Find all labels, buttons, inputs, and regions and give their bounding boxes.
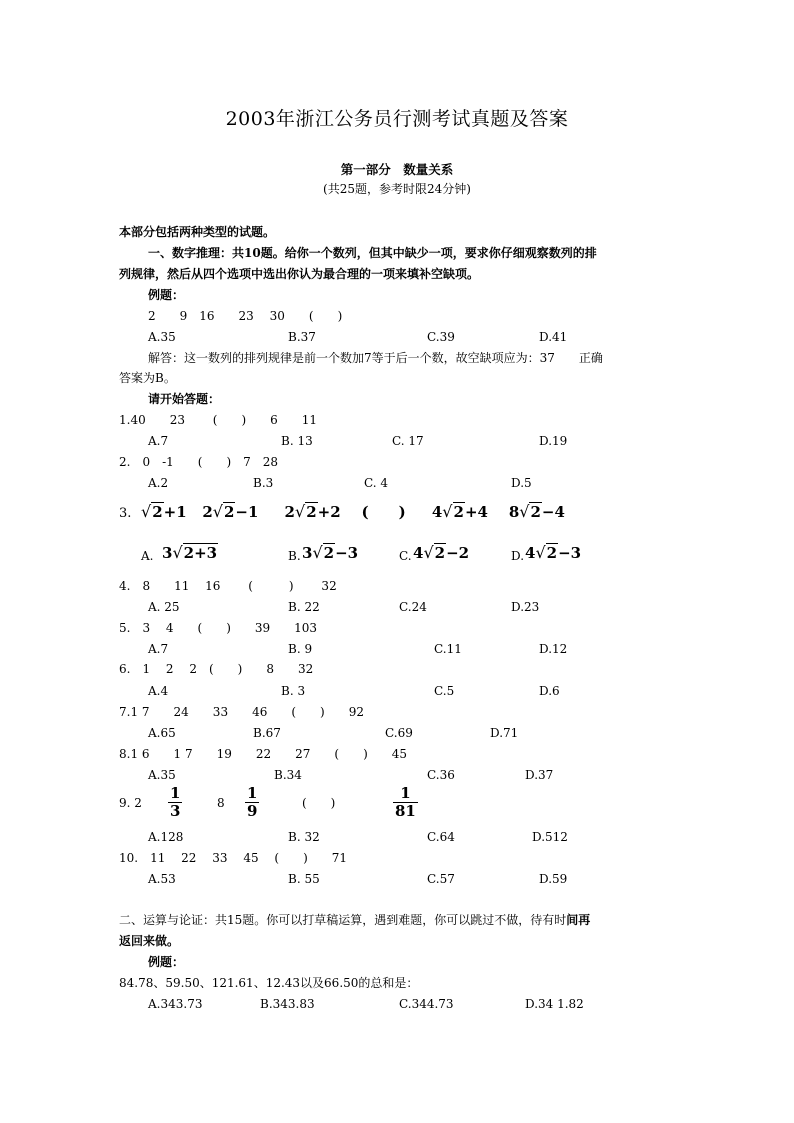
question-2-stem: 2. 0 -1 ( ) 7 28: [119, 455, 279, 469]
sqrt-term-4: √2: [442, 502, 464, 521]
question-2-option-b: B.3: [253, 476, 274, 490]
question-9-option-d: D.512: [532, 830, 568, 844]
part-subtitle: (共25题，参考时限24分钟): [323, 182, 471, 196]
question-3-sequence: √2+1 2√2−1 2√2+2 ( ) 4√2+4 8√2−4: [141, 502, 565, 521]
question-7-option-a: A.65: [148, 726, 176, 740]
example-option-c: C.39: [427, 330, 455, 344]
question-2-option-c: C. 4: [364, 476, 389, 490]
question-6-stem: 6. 1 2 2 ( ) 8 32: [119, 662, 314, 676]
question-7-stem: 7.1 7 24 33 46 ( ) 92: [119, 705, 364, 719]
question-9-option-a: A.128: [148, 830, 184, 844]
question-8-option-a: A.35: [148, 768, 176, 782]
question-9-blank: ( ): [302, 796, 336, 810]
question-3-option-b-label: B.: [288, 549, 301, 563]
question-2-option-d: D.5: [511, 476, 532, 490]
question-4-option-c: C.24: [399, 600, 427, 614]
sqrt-term-1: √2: [141, 502, 163, 521]
example-option-a: A.35: [148, 330, 176, 344]
question-4-option-a: A. 25: [148, 600, 180, 614]
question-7-option-b: B.67: [253, 726, 281, 740]
question-8-option-b: B.34: [274, 768, 302, 782]
question-5-stem: 5. 3 4 ( ) 39 103: [119, 621, 318, 635]
fraction-one-third: 1 3: [170, 784, 181, 820]
example2-option-a: A.343.73: [148, 997, 203, 1011]
answer-line2: 答案为B。: [119, 371, 176, 385]
question-2-option-a: A.2: [148, 476, 169, 490]
question-5-option-b: B. 9: [288, 642, 313, 656]
question-9-option-c: C.64: [427, 830, 455, 844]
question-10-option-c: C.57: [427, 872, 455, 886]
question-3-option-c: 4√2−2: [413, 543, 470, 562]
part-title: 第一部分 数量关系: [340, 162, 454, 177]
example-sequence: 2 9 16 23 30 ( ): [148, 309, 343, 323]
section1-heading-line2: 列规律，然后从四个选项中选出你认为最合理的一项来填补空缺项。: [119, 267, 480, 281]
example2-stem: 84.78、59.50、121.61、12.43以及66.50的总和是：: [119, 976, 419, 990]
question-3-option-a: 3√2+3: [162, 543, 218, 562]
example2-option-c: C.344.73: [399, 997, 454, 1011]
page-title: 2003年浙江公务员行测考试真题及答案: [225, 108, 569, 130]
question-5-option-c: C.11: [434, 642, 462, 656]
question-10-option-d: D.59: [539, 872, 568, 886]
question-3-option-c-label: C.: [399, 549, 412, 563]
question-9-term-8: 8: [217, 796, 225, 810]
question-1-option-c: C. 17: [392, 434, 424, 448]
question-5-option-d: D.12: [539, 642, 568, 656]
question-9-label: 9. 2: [119, 796, 142, 810]
fraction-one-eighty-first: 1 81: [395, 784, 416, 820]
section1-heading-line1: 一、数字推理：共10题。给你一个数列，但其中缺少一项，要求你仔细观察数列的排: [148, 246, 597, 260]
question-3-option-d-label: D.: [511, 549, 525, 563]
question-3-option-a-label: A.: [141, 549, 154, 563]
question-6-option-b: B. 3: [281, 684, 306, 698]
question-10-option-a: A.53: [148, 872, 176, 886]
section2-heading-line1: 二、运算与论证：共15题。你可以打草稿运算，遇到难题，你可以跳过不做，待有时间再: [119, 913, 591, 927]
sqrt-term-3: √2: [294, 502, 317, 521]
question-10-option-b: B. 55: [288, 872, 320, 886]
question-8-option-d: D.37: [525, 768, 554, 782]
example-option-d: D.41: [539, 330, 568, 344]
question-1-stem: 1.40 23 ( ) 6 11: [119, 413, 318, 427]
example-option-b: B.37: [288, 330, 316, 344]
example2-label: 例题：: [148, 955, 185, 969]
fraction-one-ninth: 1 9: [247, 784, 258, 820]
section2-heading-line2: 返回来做。: [119, 934, 180, 948]
question-7-option-d: D.71: [490, 726, 519, 740]
question-8-stem: 8.1 6 1 7 19 22 27 ( ) 45: [119, 747, 408, 761]
question-4-option-b: B. 22: [288, 600, 320, 614]
question-6-option-d: D.6: [539, 684, 560, 698]
question-8-option-c: C.36: [427, 768, 455, 782]
question-1-option-b: B. 13: [281, 434, 313, 448]
question-4-stem: 4. 8 11 16 ( ) 32: [119, 579, 337, 593]
question-1-option-a: A.7: [148, 434, 169, 448]
question-3-label: 3.: [119, 506, 132, 521]
question-3-option-b: 3√2−3: [302, 543, 359, 562]
intro-text: 本部分包括两种类型的试题。: [119, 225, 276, 239]
answer-line1: 解答：这一数列的排列规律是前一个数加7等于后一个数，故空缺项应为：37 正确: [148, 351, 603, 365]
question-7-option-c: C.69: [385, 726, 413, 740]
question-1-option-d: D.19: [539, 434, 568, 448]
example2-option-b: B.343.83: [260, 997, 315, 1011]
question-10-stem: 10. 11 22 33 45 ( ) 71: [119, 851, 348, 865]
question-9-option-b: B. 32: [288, 830, 320, 844]
sqrt-term-5: √2: [519, 502, 541, 521]
question-6-option-c: C.5: [434, 684, 455, 698]
question-6-option-a: A.4: [148, 684, 169, 698]
example2-option-d: D.34 1.82: [525, 997, 584, 1011]
question-3-option-d: 4√2−3: [525, 543, 582, 562]
example-label: 例题：: [148, 288, 185, 302]
start-label: 请开始答题：: [148, 392, 221, 406]
question-4-option-d: D.23: [511, 600, 540, 614]
sqrt-term-2: √2: [212, 502, 235, 521]
question-5-option-a: A.7: [148, 642, 169, 656]
